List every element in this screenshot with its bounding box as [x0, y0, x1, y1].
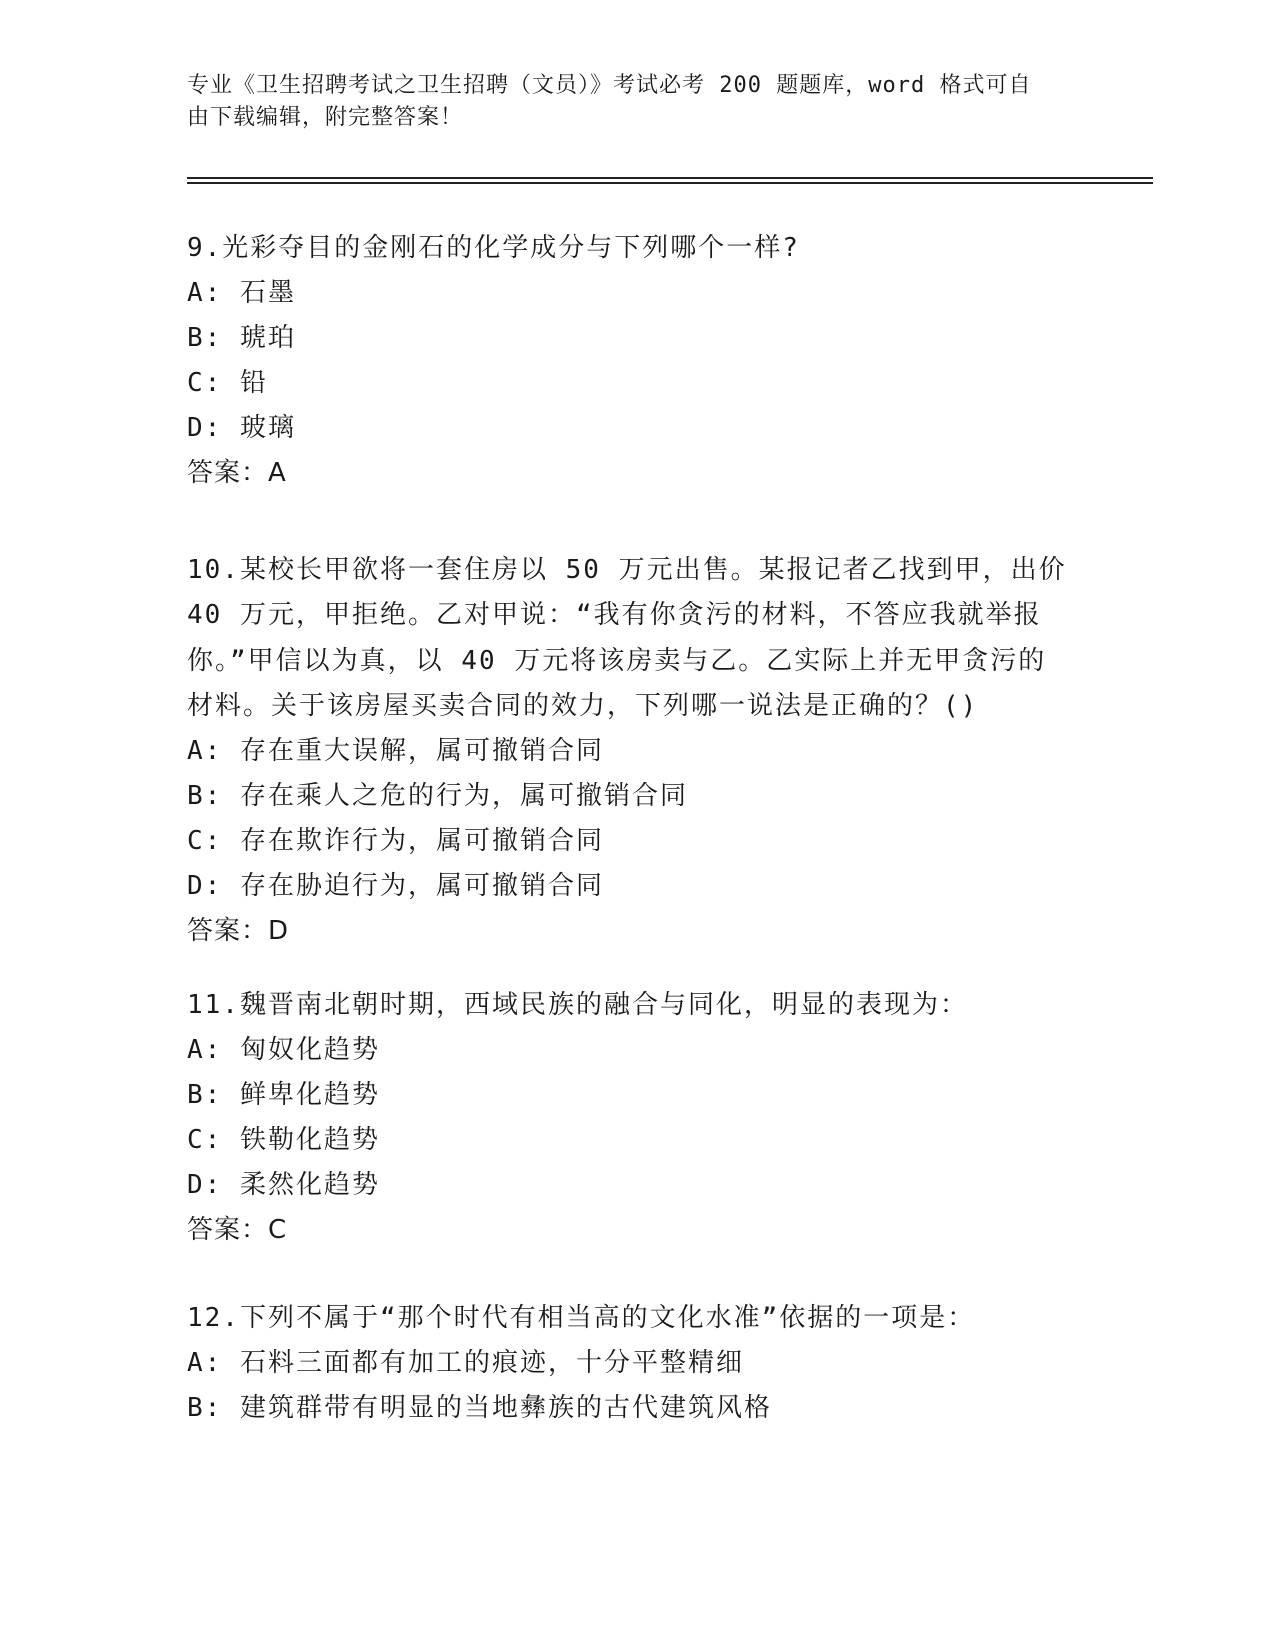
question-10 [187, 548, 1087, 954]
option-b: B: 鲜卑化趋势 [187, 1080, 380, 1110]
header-divider-bottom [187, 182, 1153, 184]
question-stem: 9.光彩夺目的金刚石的化学成分与下列哪个一样? [187, 233, 800, 263]
question-stem-line: 你。”甲信以为真，以 40 万元将该房卖与乙。乙实际上并无甲贪污的 [187, 645, 1047, 676]
option-a: A: 匈奴化趋势 [187, 1035, 380, 1065]
option-b: B: 存在乘人之危的行为，属可撤销合同 [187, 781, 688, 812]
question-11 [187, 983, 1087, 1253]
answer-label: 答案：D [187, 916, 290, 947]
option-c: C: 存在欺诈行为，属可撤销合同 [187, 826, 604, 857]
answer-label: 答案：A [187, 458, 287, 488]
question-stem: 12.下列不属于“那个时代有相当高的文化水准”依据的一项是： [187, 1303, 976, 1333]
header-divider-top [187, 177, 1153, 179]
question-stem-line: 10.某校长甲欲将一套住房以 50 万元出售。某报记者乙找到甲，出价 [187, 555, 1067, 585]
option-a: A: 存在重大误解，属可撤销合同 [187, 736, 604, 767]
question-stem: 11.魏晋南北朝时期，西域民族的融合与同化，明显的表现为： [187, 990, 968, 1020]
option-c: C: 铁勒化趋势 [187, 1125, 380, 1155]
question-9 [187, 226, 1087, 496]
option-a: A: 石墨 [187, 278, 296, 308]
question-stem-line: 材料。关于该房屋买卖合同的效力，下列哪一说法是正确的？() [187, 690, 979, 721]
option-d: D: 存在胁迫行为，属可撤销合同 [187, 871, 604, 902]
answer-label: 答案：C [187, 1215, 288, 1245]
question-12 [187, 1296, 1087, 1431]
question-stem-line: 40 万元，甲拒绝。乙对甲说：“我有你贪污的材料，不答应我就举报 [187, 600, 1042, 631]
header-line-2: 由下载编辑，附完整答案！ [187, 105, 464, 130]
header-line-1: 专业《卫生招聘考试之卫生招聘（文员）》考试必考 200 题题库，word 格式可自 [187, 73, 1032, 98]
option-b: B: 琥珀 [187, 323, 296, 353]
option-b: B: 建筑群带有明显的当地彝族的古代建筑风格 [187, 1393, 772, 1423]
option-d: D: 柔然化趋势 [187, 1170, 380, 1200]
option-a: A: 石料三面都有加工的痕迹，十分平整精细 [187, 1348, 744, 1378]
document-header [187, 70, 1067, 134]
option-d: D: 玻璃 [187, 413, 296, 443]
option-c: C: 铅 [187, 368, 268, 398]
